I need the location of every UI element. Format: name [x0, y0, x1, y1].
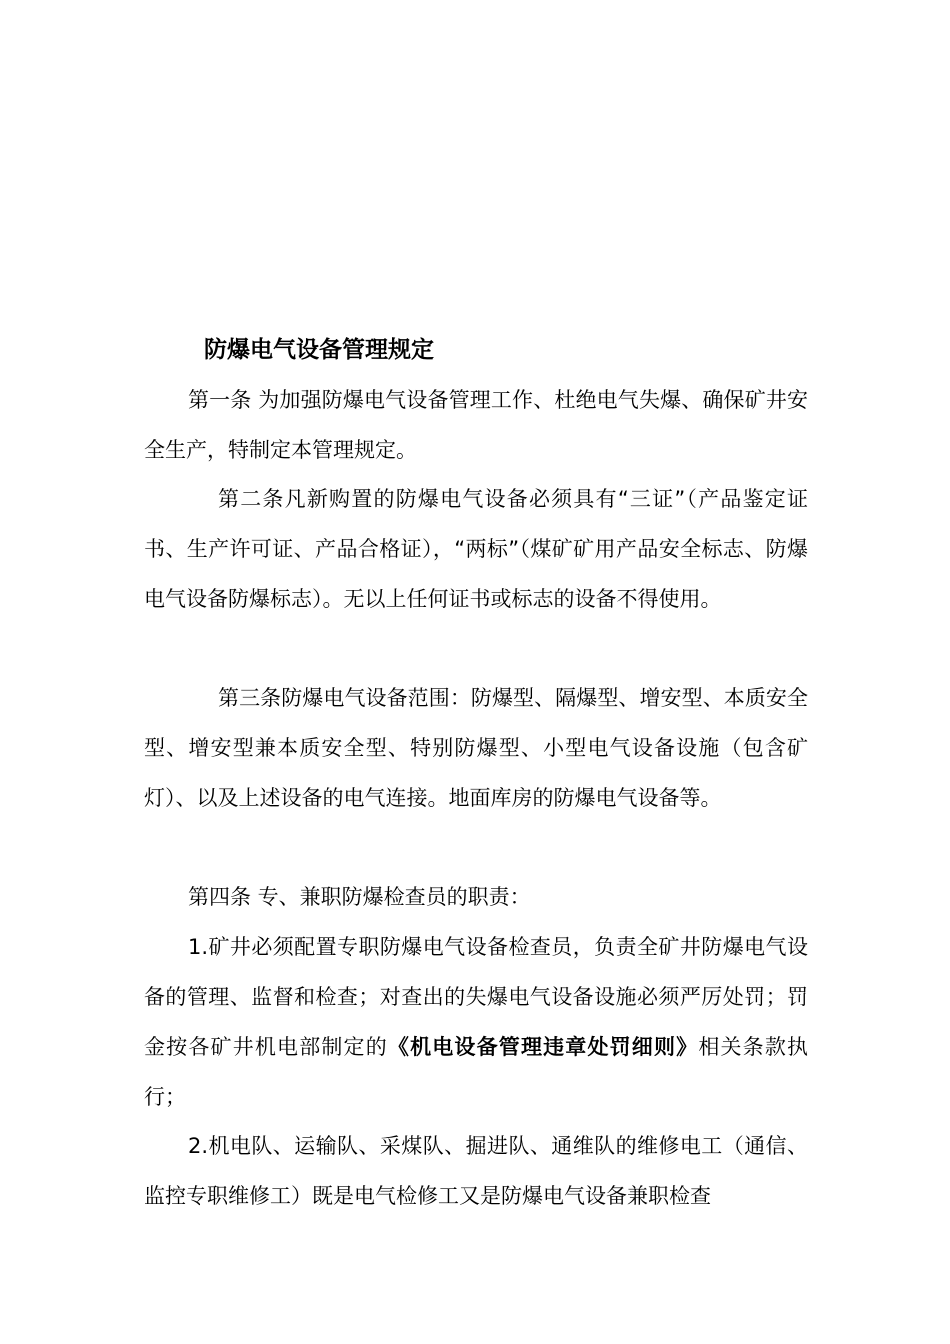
paragraph-article-1: 第一条 为加强防爆电气设备管理工作、杜绝电气失爆、确保矿井安全生产，特制定本管理规定。 — [144, 388, 808, 462]
list-item-1-text: 1.矿井必须配置专职防爆电气设备检查员，负责全矿井防爆电气设备的管理、监督和检查；对查出的失爆电气设备设施必须严厉处罚；罚金按各矿井机电部制定的 — [144, 935, 808, 1059]
list-item-1 — [144, 922, 808, 1122]
regulation-reference: 《机电设备管理违章处罚细则》 — [387, 1035, 699, 1059]
document-title: 防爆电气设备管理规定 — [204, 337, 434, 363]
paragraph-article-4: 第四条 专、兼职防爆检查员的职责： — [188, 885, 531, 909]
paragraph-article-2: 第二条凡新购置的防爆电气设备必须具有“三证”（产品鉴定证书、生产许可证、产品合格证），“两标”（煤矿矿用产品安全标志、防爆电气设备防爆标志）。无以上任何证书或标志的设备不得使用。 — [144, 487, 808, 611]
list-item-2: 2.机电队、运输队、采煤队、掘进队、通维队的维修电工（通信、监控专职维修工）既是电气检修工又是防爆电气设备兼职检查 — [144, 1134, 808, 1208]
list-item-1-tail: 相关条款执行； — [144, 1035, 809, 1109]
paragraph-article-3: 第三条防爆电气设备范围：防爆型、隔爆型、增安型、本质安全型、增安型兼本质安全型、特别防爆型、小型电气设备设施（包含矿灯）、以及上述设备的电气连接。地面库房的防爆电气设备等。 — [144, 686, 808, 810]
